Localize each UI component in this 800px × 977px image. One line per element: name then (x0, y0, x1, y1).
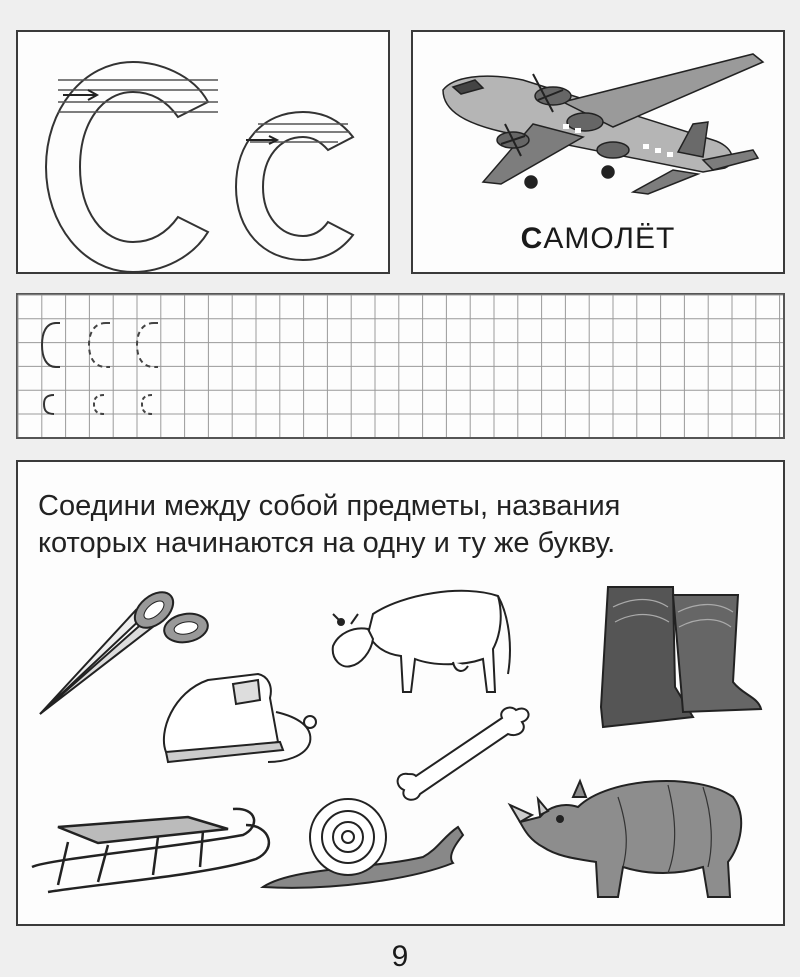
tracing-grid (16, 293, 785, 439)
letter-upper-outline (18, 32, 392, 276)
airplane-icon (413, 32, 787, 212)
iron-icon[interactable] (148, 662, 328, 772)
task-instruction (38, 488, 768, 562)
boots-icon[interactable] (593, 577, 763, 737)
word-first-letter: С (520, 222, 544, 255)
sled-icon[interactable] (28, 797, 268, 907)
snail-icon[interactable] (253, 797, 483, 897)
trace-letters (18, 295, 783, 437)
word-label (413, 222, 783, 256)
bone-icon[interactable] (388, 704, 538, 804)
letters-panel (16, 30, 390, 274)
word-rest: АМОЛЁТ (543, 222, 676, 255)
word-card (411, 30, 785, 274)
rhino-icon[interactable] (518, 767, 758, 907)
cow-icon[interactable] (323, 574, 523, 704)
instruction-line-2: которых начинаются на одну и ту же букву. (38, 527, 616, 559)
matching-task (16, 460, 785, 926)
instruction-line-1: Соедини между собой предметы, названия (38, 490, 621, 522)
page-number: 9 (391, 940, 409, 973)
